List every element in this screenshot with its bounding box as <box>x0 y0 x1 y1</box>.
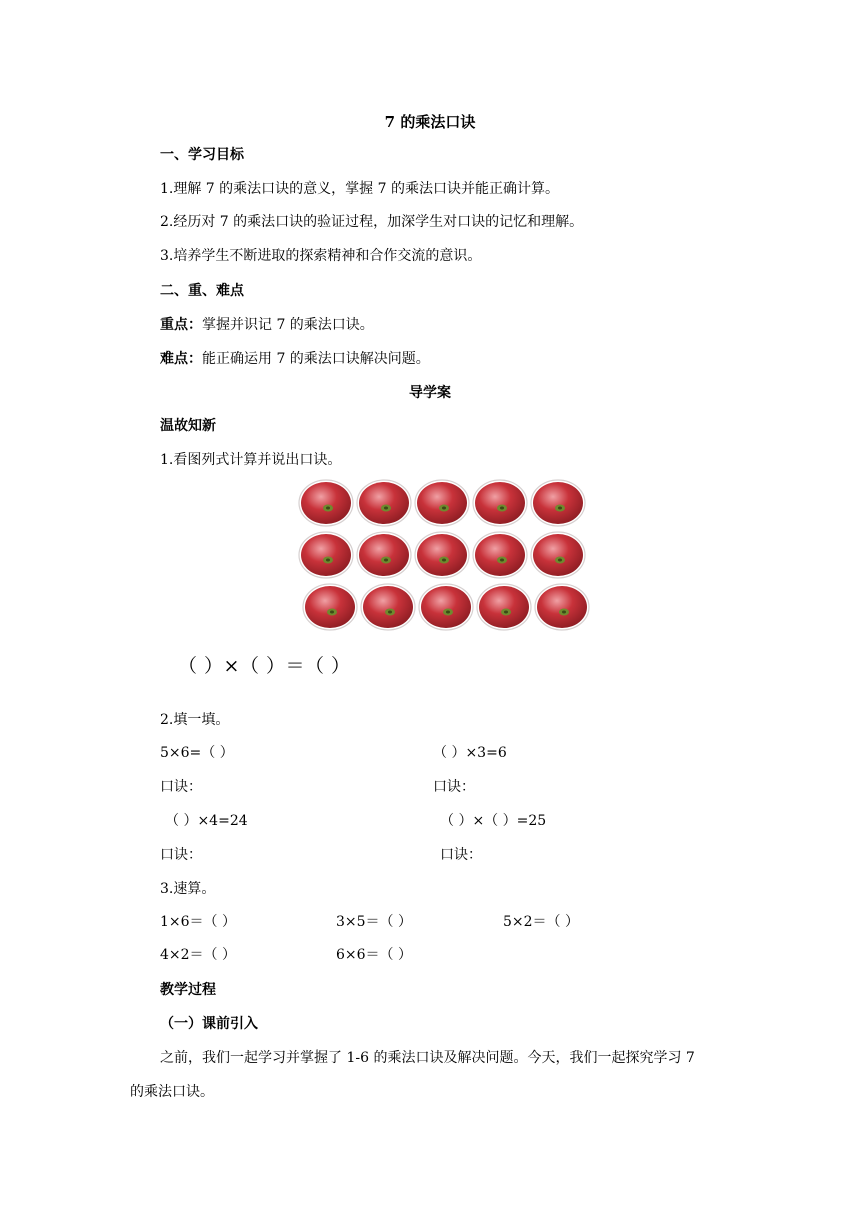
fill-right-1: （ ）×3=6 <box>433 745 507 761</box>
question-2: 2.填一填。 <box>160 712 230 728</box>
apple-icon <box>473 532 527 578</box>
apple-icon <box>357 532 411 578</box>
objective-item: 2.经历对 7 的乘法口诀的验证过程，加深学生对口诀的记忆和理解。 <box>160 214 584 230</box>
quick-calc-item: 4×2＝（ ） <box>160 947 236 963</box>
apple-icon <box>415 480 469 526</box>
objective-item: 1.理解 7 的乘法口诀的意义，掌握 7 的乘法口诀并能正确计算。 <box>160 181 559 197</box>
section-heading-keypoints: 二、重、难点 <box>160 283 244 299</box>
paragraph-line: 的乘法口诀。 <box>130 1084 214 1100</box>
objective-item: 3.培养学生不断进取的探索精神和合作交流的意识。 <box>160 248 482 264</box>
fill-left-1: 5×6=（ ） <box>160 745 234 761</box>
process-heading: 教学过程 <box>160 982 216 998</box>
key-point-text: 掌握并识记 7 的乘法口诀。 <box>202 317 374 333</box>
guide-heading: 导学案 <box>409 385 451 401</box>
formula-blank: （ ）×（ ）＝（ ） <box>178 655 351 677</box>
key-point-label: 重点： <box>160 317 202 333</box>
difficulty-point <box>160 350 430 368</box>
paragraph-line: 之前，我们一起学习并掌握了 1-6 的乘法口诀及解决问题。今天，我们一起探究学习 7 <box>160 1050 695 1066</box>
process-subheading: （一）课前引入 <box>160 1016 258 1032</box>
apple-icon <box>361 584 415 630</box>
quick-calc-item: 1×6＝（ ） <box>160 914 236 930</box>
difficulty-text: 能正确运用 7 的乘法口诀解决问题。 <box>202 351 430 367</box>
apple-icon <box>303 584 357 630</box>
difficulty-label: 难点： <box>160 351 202 367</box>
question-1: 1.看图列式计算并说出口诀。 <box>160 452 342 468</box>
koujue-label: 口诀： <box>440 847 482 863</box>
apple-icon <box>299 532 353 578</box>
question-3: 3.速算。 <box>160 881 216 897</box>
fill-left-2: （ ）×4=24 <box>165 813 248 829</box>
apple-icon <box>535 584 589 630</box>
quick-calc-item: 6×6＝（ ） <box>336 947 412 963</box>
page-title: 7 的乘法口诀 <box>384 113 476 131</box>
fill-right-2: （ ）×（ ）=25 <box>440 813 547 829</box>
apple-icon <box>531 532 585 578</box>
apple-icon <box>473 480 527 526</box>
apple-icon <box>419 584 473 630</box>
quick-calc-item: 3×5＝（ ） <box>336 914 412 930</box>
koujue-label: 口诀： <box>433 779 475 795</box>
review-heading: 温故知新 <box>160 418 216 434</box>
apple-grid <box>296 478 596 634</box>
section-heading-objectives: 一、学习目标 <box>160 147 244 163</box>
apple-icon <box>415 532 469 578</box>
quick-calc-item: 5×2＝（ ） <box>503 914 579 930</box>
koujue-label: 口诀： <box>160 779 202 795</box>
apple-icon <box>299 480 353 526</box>
apple-icon <box>357 480 411 526</box>
apple-icon <box>477 584 531 630</box>
key-point <box>160 316 374 334</box>
koujue-label: 口诀： <box>160 847 202 863</box>
apple-icon <box>531 480 585 526</box>
